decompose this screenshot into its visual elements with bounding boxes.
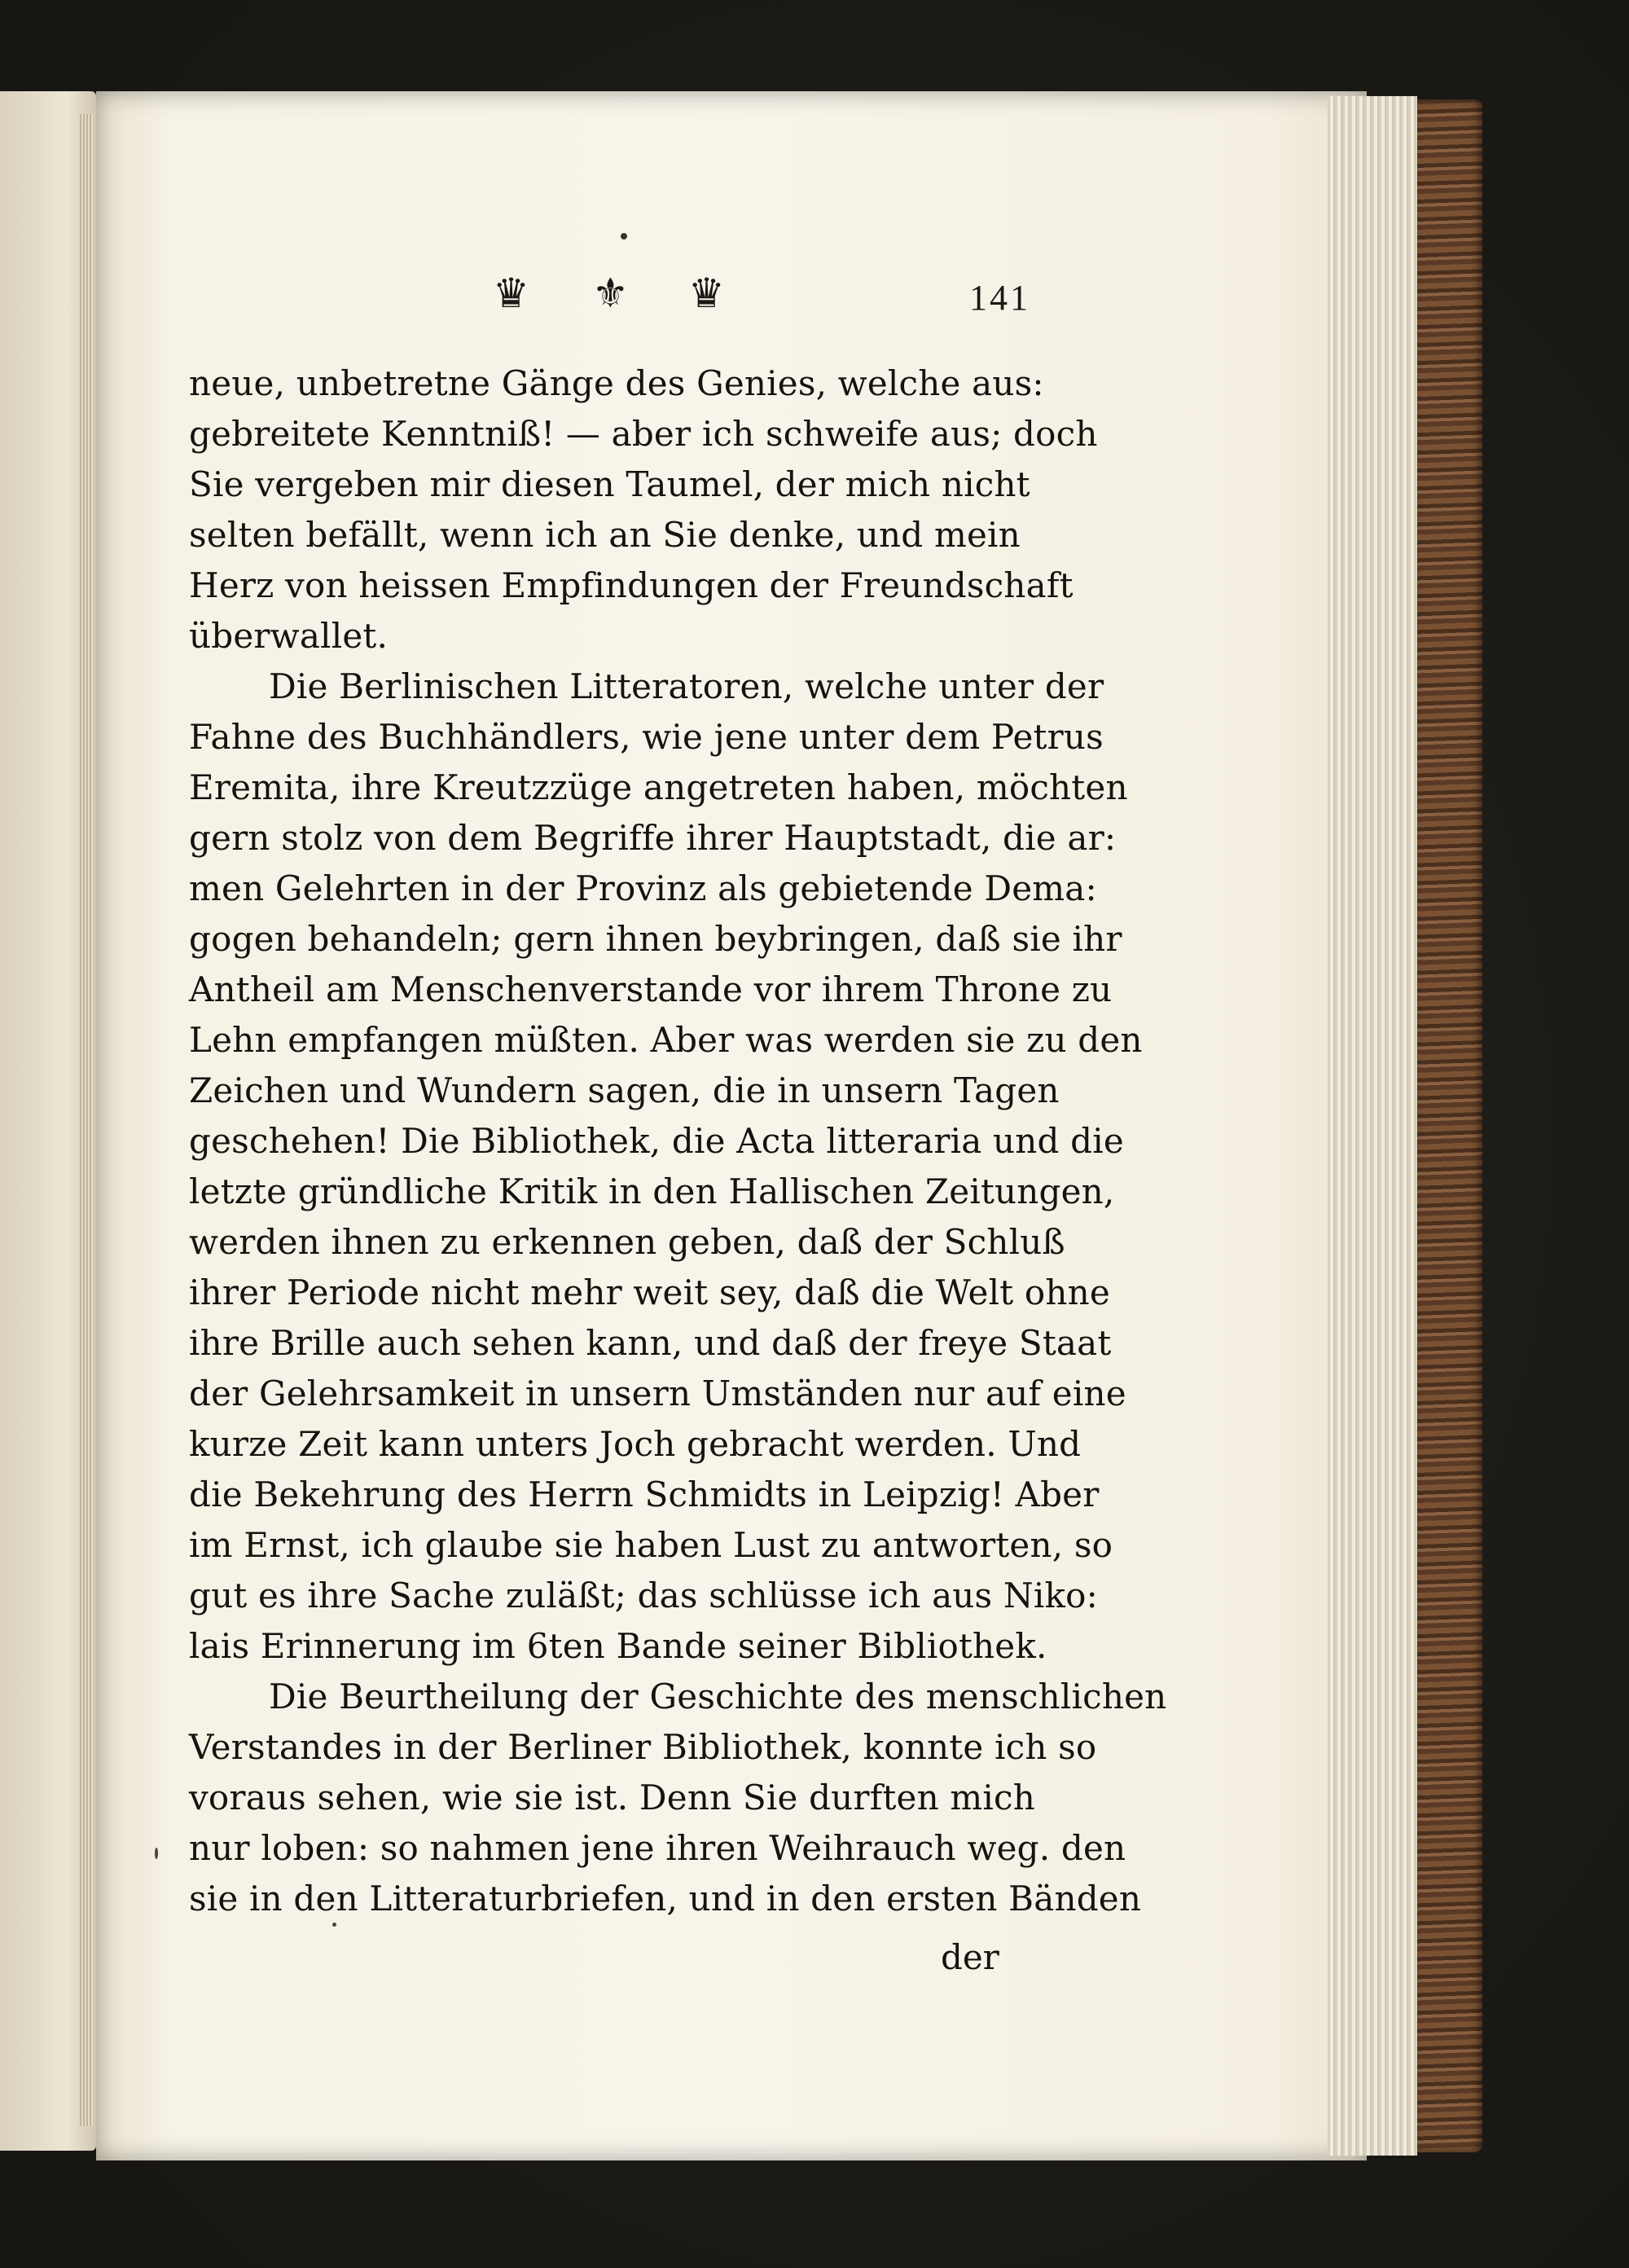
text-line: Verstandes in der Berliner Bibliothek, konnte ich so: [189, 1727, 1097, 1767]
text-line: geschehen! Die Bibliothek, die Acta litteraria und die: [189, 1121, 1124, 1161]
text-line: men Gelehrten in der Provinz als gebietende Dema:: [189, 868, 1097, 908]
text-line: Eremita, ihre Kreutzzüge angetreten haben, möchten: [189, 767, 1128, 807]
text-line: ihrer Periode nicht mehr weit sey, daß die Welt ohne: [189, 1272, 1110, 1312]
text-line: Lehn empfangen müßten. Aber was werden sie zu den: [189, 1020, 1143, 1060]
text-line: selten befällt, wenn ich an Sie denke, und mein: [189, 515, 1021, 555]
facing-page-fore-edge: [80, 114, 93, 2126]
text-line: überwallet.: [189, 616, 389, 656]
paragraph-start-line: Die Berlinischen Litteratoren, welche unter der: [269, 666, 1104, 706]
text-line: voraus sehen, wie sie ist. Denn Sie durften mich: [189, 1778, 1036, 1817]
text-line: neue, unbetretne Gänge des Genies, welche aus:: [189, 363, 1044, 403]
text-line: die Bekehrung des Herrn Schmidts in Leipzig! Aber: [189, 1475, 1100, 1514]
crown-ornament-icon: ♛: [688, 270, 725, 317]
ink-speck: [155, 1848, 158, 1859]
text-line: der Gelehrsamkeit in unsern Umständen nur auf eine: [189, 1374, 1126, 1413]
text-line: letzte gründliche Kritik in den Hallischen Zeitungen,: [189, 1171, 1115, 1211]
crown-ornament-icon: ♛: [493, 270, 529, 317]
text-line: werden ihnen zu erkennen geben, daß der Schluß: [189, 1222, 1065, 1262]
text-line: kurze Zeit kann unters Joch gebracht werden. Und: [189, 1424, 1082, 1464]
text-line: Sie vergeben mir diesen Taumel, der mich nicht: [189, 464, 1030, 504]
text-line: sie in den Litteraturbriefen, und in den ersten Bänden: [189, 1879, 1142, 1919]
catchword: der: [941, 1937, 999, 1977]
text-line: gogen behandeln; gern ihnen beybringen, daß sie ihr: [189, 919, 1122, 959]
text-line: gern stolz von dem Begriffe ihrer Hauptstadt, die ar:: [189, 818, 1117, 858]
body-text: [189, 358, 1167, 1924]
text-line: Fahne des Buchhändlers, wie jene unter dem Petrus: [189, 717, 1104, 757]
text-line: gut es ihre Sache zuläßt; das schlüsse ich aus Niko:: [189, 1576, 1098, 1615]
ink-speck: [621, 233, 627, 240]
text-line: im Ernst, ich glaube sie haben Lust zu antworten, so: [189, 1525, 1113, 1565]
page-stack-edge: [1328, 96, 1417, 2156]
text-line: Herz von heissen Empfindungen der Freundschaft: [189, 565, 1074, 605]
text-line: gebreitete Kenntniß! — aber ich schweife aus; doch: [189, 414, 1098, 454]
paragraph-start-line: Die Beurtheilung der Geschichte des menschlichen: [269, 1677, 1167, 1716]
page-number: 141: [969, 278, 1030, 318]
fleuron-ornament-icon: ⚜: [592, 270, 629, 317]
ink-speck: [332, 1923, 336, 1927]
text-line: Zeichen und Wundern sagen, die in unsern Tagen: [189, 1070, 1060, 1110]
text-line: nur loben: so nahmen jene ihren Weihrauch weg. den: [189, 1828, 1126, 1868]
text-line: lais Erinnerung im 6ten Bande seiner Bibliothek.: [189, 1626, 1047, 1666]
text-line: ihre Brille auch sehen kann, und daß der freye Staat: [189, 1323, 1112, 1363]
text-line: Antheil am Menschenverstande vor ihrem Throne zu: [189, 969, 1113, 1009]
marbled-cover: [1417, 99, 1482, 2152]
